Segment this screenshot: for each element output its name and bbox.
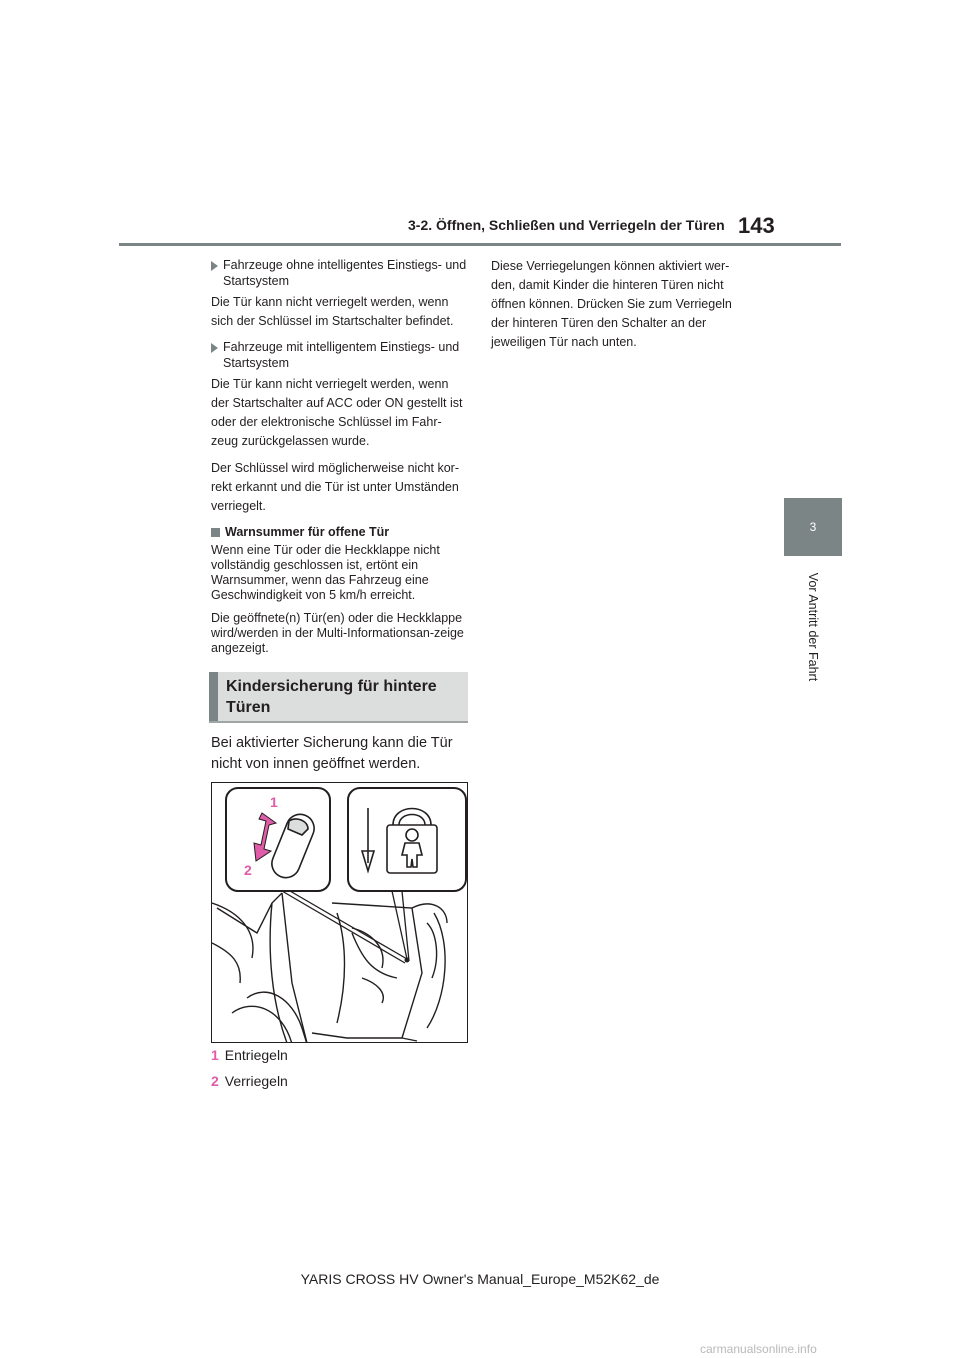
legend-item: [211, 1047, 411, 1063]
text-line: Diese Verriegelungen können aktiviert wer-: [491, 259, 730, 273]
text-line: der hinteren Türen den Schalter an der: [491, 316, 707, 330]
legend-label: Verriegeln: [224, 1073, 288, 1089]
page-number: 143: [738, 213, 775, 238]
left-column: [211, 257, 471, 664]
text-line: Die Tür kann nicht verriegelt werden, wenn: [211, 377, 449, 391]
text-line: Die Tür kann nicht verriegelt werden, wenn: [211, 295, 449, 309]
bullet-text: Fahrzeuge mit intelligentem Einstiegs- und Startsystem: [223, 340, 460, 370]
paragraph: Wenn eine Tür oder die Heckklappe nicht vollständig geschlossen ist, ertönt ein Warnsummer, wenn das Fahrzeug eine Geschwindigkeit von 5 km/h erreicht.: [211, 543, 440, 602]
text-line: Der Schlüssel wird möglicherweise nicht kor-: [211, 461, 459, 475]
right-column: [491, 257, 751, 360]
legend-number: 1: [211, 1047, 219, 1063]
callout-number: 1: [270, 794, 278, 810]
legend-number: 2: [211, 1073, 219, 1089]
text-line: verriegelt.: [211, 499, 266, 513]
bullet-item: [211, 257, 471, 289]
header-rule: [119, 243, 841, 246]
section-intro: Bei aktivierter Sicherung kann die Tür nicht von innen geöffnet werden.: [211, 735, 453, 772]
bullet-text: Fahrzeuge ohne intelligentes Einstiegs- und Startsystem: [223, 258, 467, 288]
text-line: sich der Schlüssel im Startschalter befindet.: [211, 314, 454, 328]
child-lock-illustration: [211, 782, 468, 1043]
text-line: der Startschalter auf ACC oder ON gestellt ist: [211, 396, 463, 410]
subheading: [211, 524, 471, 540]
chapter-label: Vor Antritt der Fahrt: [806, 572, 820, 682]
chapter-number: 3: [809, 520, 817, 534]
text-line: öffnen können. Drücken Sie zum Verriegeln: [491, 297, 732, 311]
text-line: rekt erkannt und die Tür ist unter Umständen: [211, 480, 459, 494]
paragraph: [211, 293, 471, 331]
watermark[interactable]: carmanualsonline.info: [700, 1342, 817, 1356]
section-rule: [209, 721, 468, 723]
square-bullet-icon: [211, 528, 220, 537]
text-line: den, damit Kinder die hinteren Türen nicht: [491, 278, 724, 292]
section-heading: Kindersicherung für hintere Türen: [226, 678, 437, 716]
bullet-arrow-icon: [211, 341, 223, 371]
callout-number: 2: [244, 862, 252, 878]
text-line: oder der elektronische Schlüssel im Fahr-: [211, 415, 442, 429]
legend-label: Entriegeln: [224, 1047, 288, 1063]
text-line: jeweiligen Tür nach unten.: [491, 335, 637, 349]
text-line: zeug zurückgelassen wurde.: [211, 434, 370, 448]
paragraph: Die geöffnete(n) Tür(en) oder die Heckklappe wird/werden in der Multi-Informationsan-zeige angezeigt.: [211, 611, 464, 655]
subheading-text: Warnsummer für offene Tür: [225, 525, 390, 539]
legend-item: [211, 1073, 411, 1089]
manual-footer: YARIS CROSS HV Owner's Manual_Europe_M52K62_de: [300, 1271, 660, 1287]
section-title: 3-2. Öffnen, Schließen und Verriegeln der Türen: [408, 217, 725, 233]
paragraph: [211, 375, 471, 451]
bullet-item: [211, 339, 471, 371]
paragraph: [491, 257, 751, 352]
section-heading-box: [209, 672, 468, 722]
illustration-svg: [212, 783, 468, 1043]
bullet-arrow-icon: [211, 259, 223, 289]
paragraph: [211, 459, 471, 516]
